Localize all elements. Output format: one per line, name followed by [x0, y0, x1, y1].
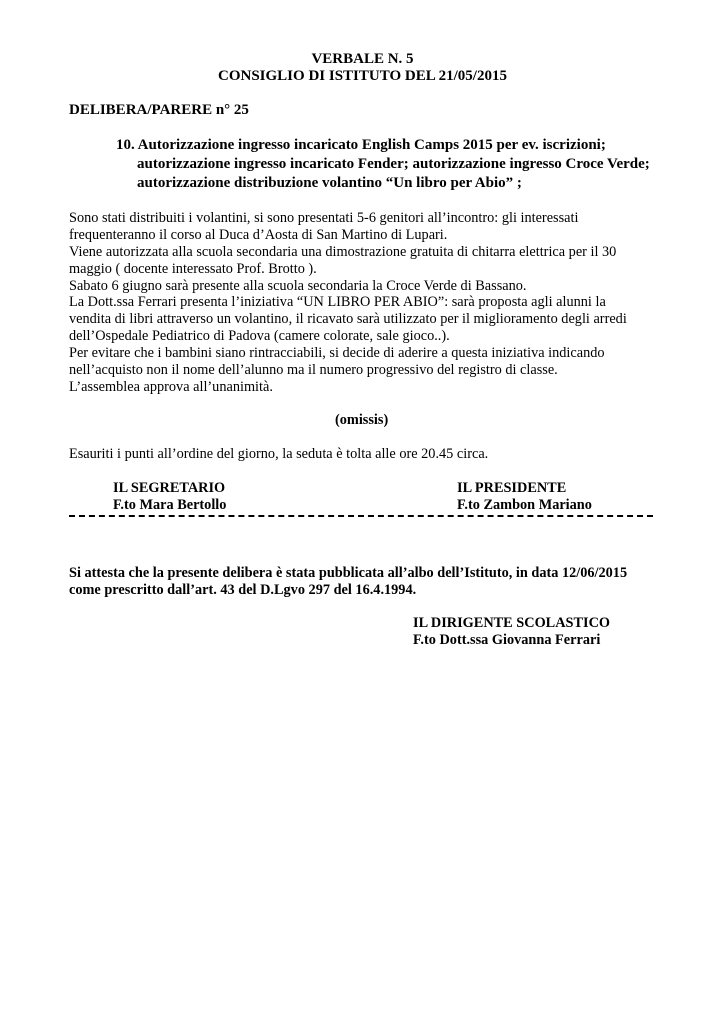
body-line: Viene autorizzata alla scuola secondaria una dimostrazione gratuita di chitarra elettrica per il 30 — [69, 244, 617, 260]
body-line: nell’acquisto non il nome dell’alunno ma il numero progressivo del registro di classe. — [69, 362, 558, 378]
secretary-title: IL SEGRETARIO — [113, 480, 226, 496]
document-subtitle: CONSIGLIO DI ISTITUTO DEL 21/05/2015 — [218, 68, 507, 84]
body-line: vendita di libri attraverso un volantino, il ricavato sarà utilizzato per il miglioramento degli arredi — [69, 311, 627, 327]
dirigente-title: IL DIRIGENTE SCOLASTICO — [413, 615, 611, 631]
president-name: F.to Zambon Mariano — [457, 497, 592, 513]
body-line: frequenteranno il corso al Duca d’Aosta di San Martino di Lupari. — [69, 227, 448, 243]
body-line: dell’Ospedale Pediatrico di Padova (camere colorate, sale gioco..). — [69, 328, 450, 344]
omissis-label: (omissis) — [335, 412, 389, 428]
body-line: L’assemblea approva all’unanimità. — [69, 379, 273, 395]
document-title: VERBALE N. 5 — [311, 51, 414, 67]
delibera-number: DELIBERA/PARERE n° 25 — [69, 102, 249, 118]
closing-statement: Esauriti i punti all’ordine del giorno, la seduta è tolta alle ore 20.45 circa. — [69, 446, 489, 462]
body-line: Sabato 6 giugno sarà presente alla scuola secondaria la Croce Verde di Bassano. — [69, 278, 527, 294]
agenda-item-line: autorizzazione distribuzione volantino “Un libro per Abio” ; — [137, 175, 522, 191]
body-line: Sono stati distribuiti i volantini, si sono presentati 5-6 genitori all’incontro: gli interessati — [69, 210, 579, 226]
agenda-item-line: autorizzazione ingresso incaricato Fender; autorizzazione ingresso Croce Verde; — [137, 156, 650, 172]
dirigente-name: F.to Dott.ssa Giovanna Ferrari — [413, 632, 601, 648]
president-title: IL PRESIDENTE — [457, 480, 567, 496]
agenda-item-line: 10. Autorizzazione ingresso incaricato English Camps 2015 per ev. iscrizioni; — [116, 137, 606, 153]
body-line: Per evitare che i bambini siano rintracciabili, si decide di aderire a questa iniziativa indicando — [69, 345, 605, 361]
separator-line — [69, 515, 653, 519]
attestation-line: come prescritto dall’art. 43 del D.Lgvo 297 del 16.4.1994. — [69, 582, 417, 598]
body-line: La Dott.ssa Ferrari presenta l’iniziativa “UN LIBRO PER ABIO”: sarà proposta agli alunni la — [69, 294, 606, 310]
body-line: maggio ( docente interessato Prof. Brotto ). — [69, 261, 317, 277]
secretary-name: F.to Mara Bertollo — [113, 497, 227, 513]
attestation-line: Si attesta che la presente delibera è stata pubblicata all’albo dell’Istituto, in data 12/06/2015 — [69, 565, 628, 581]
